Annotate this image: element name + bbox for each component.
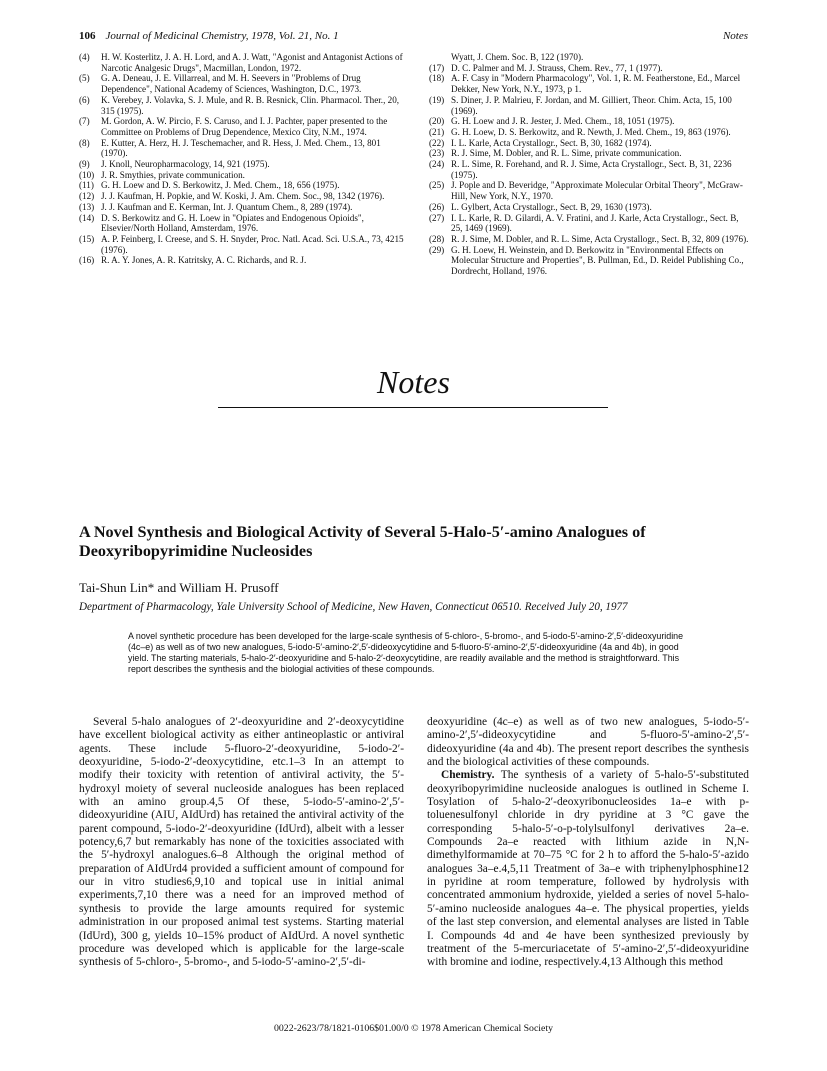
reference-entry [79, 52, 404, 73]
reference-entry [79, 202, 404, 213]
reference-text: R. A. Y. Jones, A. R. Katritsky, A. C. Richards, and R. J. [101, 255, 307, 266]
reference-text: K. Verebey, J. Volavka, S. J. Mule, and R. B. Resnick, Clin. Pharmacol. Ther., 20, 315 (1975). [101, 94, 400, 116]
reference-number: (27) [429, 212, 445, 223]
reference-number: (28) [429, 233, 445, 244]
reference-entry [429, 213, 749, 234]
reference-number: (9) [79, 159, 90, 170]
reference-number: (22) [429, 137, 445, 148]
reference-number: (16) [79, 255, 95, 266]
reference-entry [79, 191, 404, 202]
reference-text: J. R. Smythies, private communication. [101, 169, 245, 180]
reference-entry [429, 138, 749, 149]
reference-entry [79, 95, 404, 116]
reference-text: J. J. Kaufman and E. Kerman, Int. J. Quantum Chem., 8, 289 (1974). [101, 201, 353, 212]
reference-number: (20) [429, 116, 445, 127]
article-affiliation: Department of Pharmacology, Yale University School of Medicine, New Haven, Connecticut 06510. Received July 20, 1977 [79, 601, 628, 613]
reference-text: G. A. Deneau, J. E. Villarreal, and M. H. Seevers in "Problems of Drug Dependence", National Academy of Sciences, Washington, D.C., 1973. [101, 73, 362, 95]
reference-number: (21) [429, 126, 445, 137]
copyright-line: 0022-2623/78/1821-0106$01.00/0 © 1978 American Chemical Society [274, 1023, 553, 1034]
reference-text: G. H. Loew, D. S. Berkowitz, and R. Newth, J. Med. Chem., 19, 863 (1976). [451, 126, 731, 137]
reference-number: (4) [79, 52, 90, 62]
reference-number: (18) [429, 73, 445, 84]
page-number: 106 [79, 30, 96, 42]
reference-number: (14) [79, 212, 95, 223]
reference-text: D. C. Palmer and M. J. Strauss, Chem. Rev., 77, 1 (1977). [451, 62, 663, 73]
reference-number: (19) [429, 94, 445, 105]
heading-rule [218, 407, 608, 408]
reference-entry [79, 170, 404, 181]
reference-text: L. Gylbert, Acta Crystallogr., Sect. B, 29, 1630 (1973). [451, 201, 652, 212]
journal-citation: Journal of Medicinal Chemistry, 1978, Vol. 21, No. 1 [105, 30, 339, 42]
reference-number: (23) [429, 148, 445, 159]
reference-number: (17) [429, 62, 445, 73]
reference-entry [79, 234, 404, 255]
reference-number [429, 52, 451, 63]
reference-text: R. L. Sime, R. Forehand, and R. J. Sime, Acta Crystallogr., Sect. B, 31, 2236 (1975). [451, 159, 732, 180]
article-title: A Novel Synthesis and Biological Activity of Several 5-Halo-5′-amino Analogues of Deoxyribopyrimidine Nucleosides [79, 523, 646, 560]
reference-number: (15) [79, 233, 95, 244]
reference-text: E. Kutter, A. Herz, H. J. Teschemacher, and R. Hess, J. Med. Chem., 13, 801 (1970). [101, 137, 381, 159]
reference-entry [429, 245, 749, 277]
reference-number: (29) [429, 244, 445, 255]
reference-text: S. Diner, J. P. Malrieu, F. Jordan, and M. Gilliert, Theor. Chim. Acta, 15, 100 (1969). [451, 94, 732, 116]
reference-entry [429, 127, 749, 138]
reference-text: J. J. Kaufman, H. Popkie, and W. Koski, J. Am. Chem. Soc., 98, 1342 (1976). [101, 191, 385, 202]
reference-text: G. H. Loew and J. R. Jester, J. Med. Chem., 18, 1051 (1975). [451, 116, 675, 127]
reference-number: (5) [79, 73, 90, 84]
reference-entry [429, 73, 749, 94]
body-right-paragraph-2 [427, 769, 749, 969]
reference-number: (24) [429, 159, 445, 170]
reference-entry [429, 52, 749, 63]
reference-number: (10) [79, 169, 95, 180]
reference-number: (11) [79, 180, 94, 191]
reference-entry [79, 159, 404, 170]
body-right-column [427, 716, 749, 970]
chemistry-text: The synthesis of a variety of 5-halo-5′-substituted deoxyribopyrimidine nucleoside analogues is outlined in Scheme I. Tosylation of 5-halo-2′-deoxyribonucleosides 1a–e with p-toluenesulfonyl chloride in dry pyridine at 3 °C gave the corresponding 5-halo-5′-o-p-tolylsulfonyl derivatives 2a–e. Compounds 2a–e reacted with lithium azide in N,N-dimethylformamide at 70–75 °C for 2 h to afford the 5-halo-5′-azido analogues 3a–e.4,5,11 Treatment of 3a–e with triphenylphosphine12 in pyridine at room temperature, followed by hydrolysis with concentrated ammonium hydroxide, yielded a series of novel 5-halo-5′-amino nucleoside analogues 4a–e. The physical properties, yields of the last step conversion, and elemental analyses are listed in Table I. Compounds 4d and 4e have been synthesized previously by treatment of the 5-mercuriacetate of 5′-amino-2′,5′-dideoxyuridine with bromine and iodine, respectively.4,13 Although this method [427, 769, 749, 969]
reference-number: (25) [429, 180, 445, 191]
reference-entry [429, 116, 749, 127]
reference-entry [79, 116, 404, 137]
reference-text: A. P. Feinberg, I. Creese, and S. H. Snyder, Proc. Natl. Acad. Sci. U.S.A., 73, 4215 (1976). [101, 233, 404, 255]
references-left-column [79, 52, 404, 266]
reference-number: (13) [79, 201, 95, 212]
reference-entry [429, 180, 749, 201]
reference-text: R. J. Sime, M. Dobler, and R. L. Sime, Acta Crystallogr., Sect. B, 32, 809 (1976). [451, 233, 749, 244]
running-header [79, 30, 748, 42]
reference-entry [79, 180, 404, 191]
reference-text: Wyatt, J. Chem. Soc. B, 122 (1970). [451, 52, 584, 62]
reference-entry [79, 138, 404, 159]
body-right-paragraph-1: deoxyuridine (4c–e) as well as of two new analogues, 5-iodo-5′-amino-2′,5′-dideoxycytidine and 5-fluoro-5′-amino-2′,5′-dideoxyuridine (4a and 4b). The present report describes the synthesis and the biological activities of these compounds. [427, 716, 749, 769]
reference-number: (6) [79, 94, 90, 105]
reference-number: (12) [79, 191, 95, 202]
reference-number: (8) [79, 137, 90, 148]
reference-entry [429, 234, 749, 245]
reference-text: R. J. Sime, M. Dobler, and R. L. Sime, private communication. [451, 148, 682, 159]
article-abstract: A novel synthetic procedure has been developed for the large-scale synthesis of 5-chloro-, 5-bromo-, and 5-iodo-5′-amino-2′,5′-dideoxyuridine (4c–e) as well as of two new analogues, 5-iodo-5′-amino-2′,5′-dideoxycytidine and 5-fluoro-5′-amino-2′,5′-dideoxyuridine (4a and 4b), in good yield. The starting materials, 5-halo-2′-deoxyuridine and 5-halo-2′-deoxycytidine, are readily available and the method is straightforward. This report describes the synthesis and the biologial activities of these compounds. [128, 631, 684, 674]
reference-entry [79, 255, 404, 266]
reference-text: D. S. Berkowitz and G. H. Loew in "Opiates and Endogenous Opioids", Elsevier/North Holland, Amsterdam, 1976. [101, 212, 364, 234]
reference-number: (26) [429, 201, 445, 212]
reference-entry [429, 148, 749, 159]
reference-text: I. L. Karle, R. D. Gilardi, A. V. Fratini, and J. Karle, Acta Crystallogr., Sect. B, 25, 1469 (1969). [451, 212, 739, 234]
reference-entry [79, 213, 404, 234]
reference-entry [429, 202, 749, 213]
reference-entry [429, 159, 749, 180]
article-authors: Tai-Shun Lin* and William H. Prusoff [79, 580, 279, 595]
section-label: Notes [722, 30, 748, 42]
chemistry-run-in-heading: Chemistry. [441, 769, 495, 782]
reference-text: J. Knoll, Neuropharmacology, 14, 921 (1975). [101, 159, 270, 170]
reference-text: I. L. Karle, Acta Crystallogr., Sect. B, 30, 1682 (1974). [451, 137, 652, 148]
references-right-column [429, 52, 749, 277]
reference-entry [429, 63, 749, 74]
notes-heading: Notes [377, 364, 450, 400]
reference-text: G. H. Loew, H. Weinstein, and D. Berkowitz in "Environmental Effects on Molecular Structure and Properties", B. Pullman, Ed., D. Reidel Publishing Co., Dordrecht, Holland, 1976. [451, 244, 744, 277]
body-left-column: Several 5-halo analogues of 2′-deoxyuridine and 2′-deoxycytidine have excellent biological activity as either antineoplastic or antiviral agents. These include 5-fluoro-2′-deoxyuridine, 5-iodo-2′-deoxyuridine, 5-iodo-2′-deoxycytidine, etc.1–3 In an attempt to modify their toxicity with retention of antiviral activity, the 5′-hydroxyl moiety of several nucleoside analogues has been replaced with an amino group.4,5 Of these, 5-iodo-5′-amino-2′,5′-dideoxyuridine (AIU, AIdUrd) has retained the antiviral activity of the parent compound, 5-iodo-2′-deoxyuridine (IdUrd), albeit with a lesser potency,6,7 but remarkably has none of the toxicities associated with the 5′-hydroxyl analogues.6–8 Although the original method of preparation of AIdUrd4 provided a sufficient amount of compound for our in vitro studies6,9,10 and topical use in initial animal experiments,7,10 there was a need for an improved method of synthesis to provide the large amounts required for systemic administration in our proposed animal test systems. Starting material (IdUrd), 300 g, yields 10–15% product of AIdUrd. A novel synthetic procedure was developed which is applicable for the large-scale synthesis of 5-chloro-, 5-bromo-, and 5-iodo-5′-amino-2′,5′-di- [79, 716, 404, 969]
reference-text: H. W. Kosterlitz, J. A. H. Lord, and A. J. Watt, "Agonist and Antagonist Actions of Narcotic Analgesic Drugs", Macmillan, London, 1972. [101, 52, 403, 73]
reference-text: M. Gordon, A. W. Pircio, F. S. Caruso, and I. J. Pachter, paper presented to the Committee on Problems of Drug Dependence, Mexico City, N.M., 1974. [101, 116, 388, 137]
reference-text: G. H. Loew and D. S. Berkowitz, J. Med. Chem., 18, 656 (1975). [101, 180, 340, 191]
reference-entry [429, 95, 749, 116]
reference-number: (7) [79, 116, 90, 127]
reference-text: A. F. Casy in "Modern Pharmacology", Vol. 1, R. M. Featherstone, Ed., Marcel Dekker, New York, N.Y., 1973, p 1. [451, 73, 741, 95]
reference-entry [79, 73, 404, 94]
reference-text: J. Pople and D. Beveridge, "Approximate Molecular Orbital Theory", McGraw-Hill, New York, N.Y., 1970. [451, 180, 743, 202]
